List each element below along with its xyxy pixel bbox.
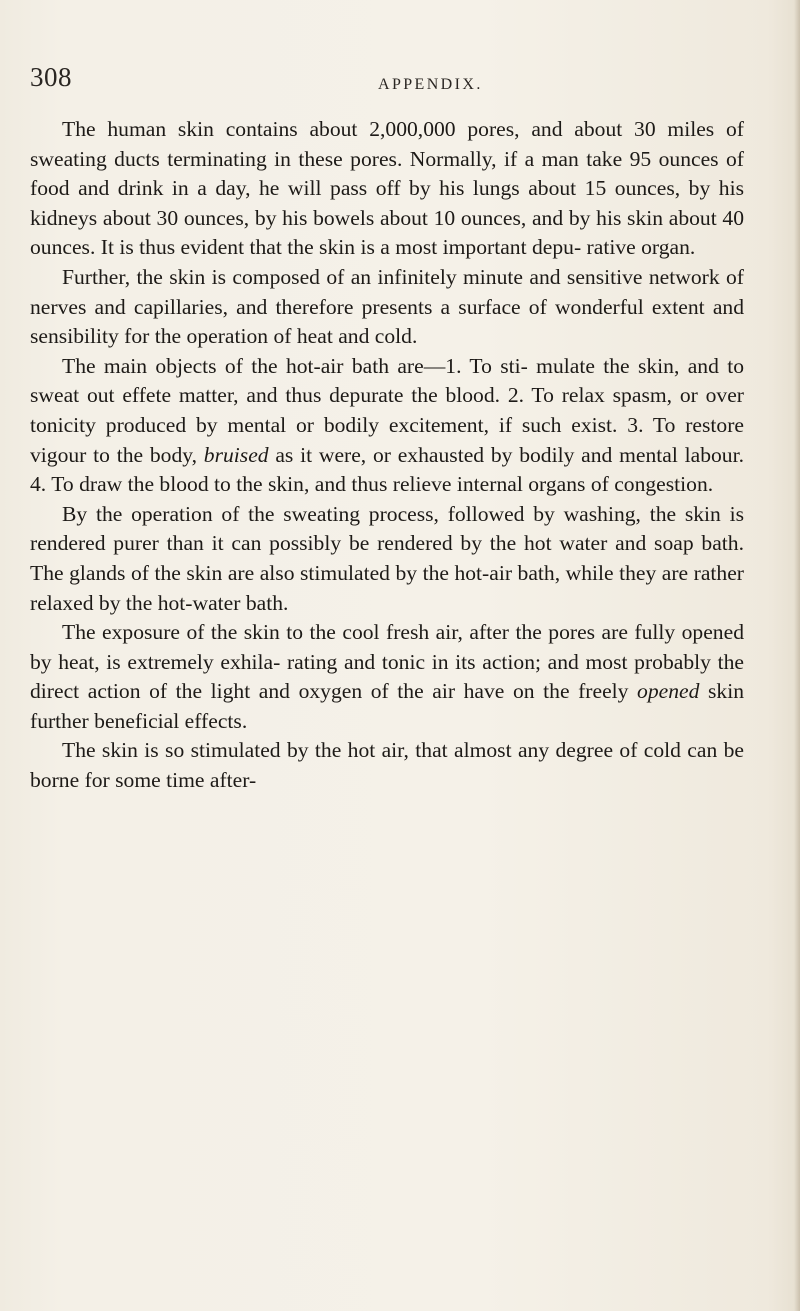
italic-word-opened: opened bbox=[637, 679, 700, 704]
running-head: APPENDIX. bbox=[378, 76, 483, 93]
paragraph-3-text-a: The main objects of the hot-air bath are—1. To sti- mulate the skin, and to sweat out effete matter, and thus depurate the blood. 2. To relax spasm, or over tonicity produced by mental or bodily excitement, if such exist. 3. To restore vigour to the body, bbox=[30, 353, 744, 467]
page-edge-shadow bbox=[794, 0, 800, 1311]
italic-word-bruised: bruised bbox=[203, 442, 269, 467]
paragraph-1: The human skin contains about 2,000,000 pores, and about 30 miles of sweating ducts terminating in these pores. Normally, if a man take 95 ounces of food and drink in a day, he will pass off by his lungs about 15 ounces, by his kidneys about 30 ounces, by his bowels about 10 ounces, and by his skin about 40 ounces. It is thus evident that the skin is a most important depu- rative organ. bbox=[30, 117, 744, 260]
paragraph-3-text-b: as it were, or exhausted by bodily and mental labour. 4. To draw the blood to the skin, and thus relieve internal organs of congestion. bbox=[30, 442, 744, 497]
paragraph-5-text-a: The exposure of the skin to the cool fresh air, after the pores are fully opened by heat, is extremely exhila- rating and tonic in its action; and most probably the direct action of the light and oxygen of the air have on the freely bbox=[30, 620, 744, 704]
body-text bbox=[30, 115, 744, 796]
page-header bbox=[30, 58, 730, 98]
page-number: 308 bbox=[30, 62, 72, 92]
paragraph-5-text-b: skin further beneficial effects. bbox=[30, 679, 744, 733]
paragraph-3 bbox=[30, 352, 744, 500]
paragraph-2: Further, the skin is composed of an infinitely minute and sensitive network of nerves and capillaries, and therefore presents a surface of wonderful extent and sensibility for the operation of heat and cold. bbox=[30, 264, 744, 349]
paragraph-4: By the operation of the sweating process, followed by washing, the skin is rendered purer than it can possibly be rendered by the hot water and soap bath. The glands of the skin are also stimulated by the hot-air bath, while they are rather relaxed by the hot-water bath. bbox=[30, 501, 744, 615]
paragraph-6: The skin is so stimulated by the hot air, that almost any degree of cold can be borne for some time after- bbox=[30, 738, 744, 793]
paragraph-5 bbox=[30, 618, 744, 736]
